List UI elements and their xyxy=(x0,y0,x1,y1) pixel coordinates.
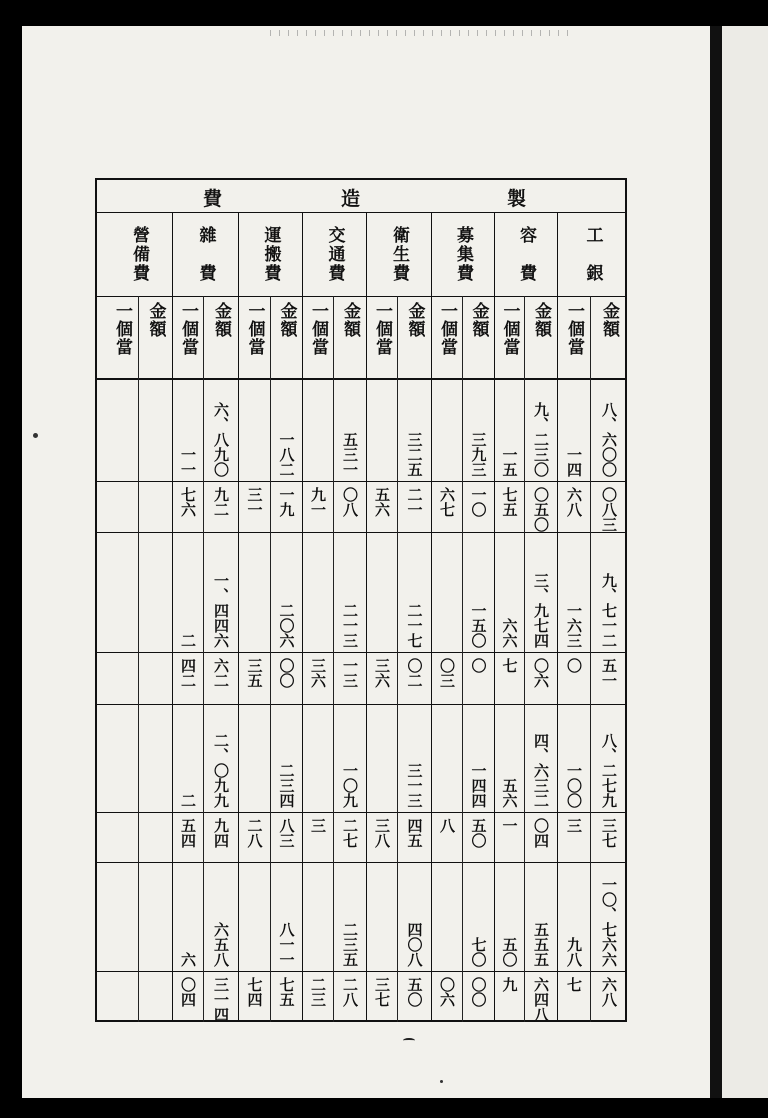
amount-value: 二三五 xyxy=(341,922,359,967)
category-header: 工 銀 xyxy=(582,225,603,283)
per-unit-fraction: 三 xyxy=(565,818,583,833)
amount-subheader: 金額 xyxy=(211,302,231,338)
amount-fraction: 三七 xyxy=(600,818,618,848)
amount-value: 四、六三二 xyxy=(532,733,550,808)
per-unit-value: 一四 xyxy=(565,447,583,477)
row-divider xyxy=(95,862,627,863)
amount-value: 二三四 xyxy=(277,763,296,808)
table-title-char: 費 xyxy=(203,188,223,210)
per-unit-subheader: 一個當 xyxy=(437,302,457,356)
row-mid-divider xyxy=(95,971,627,972)
book-spine xyxy=(710,26,722,1098)
per-unit-fraction: 六七 xyxy=(438,487,456,517)
amount-subheader: 金額 xyxy=(404,302,425,338)
per-unit-subheader: 一個當 xyxy=(178,302,198,356)
subcolumn-line xyxy=(397,296,398,1022)
amount-value: 一、四四六 xyxy=(212,573,230,648)
subcolumn-line xyxy=(270,296,271,1022)
amount-fraction: 〇八 xyxy=(341,487,359,517)
category-column-line xyxy=(557,212,558,1022)
amount-fraction: 一九 xyxy=(277,487,296,517)
category-header: 營備費 xyxy=(129,225,149,283)
category-header: 衛生費 xyxy=(389,225,409,283)
per-unit-fraction: 三 xyxy=(309,818,327,833)
amount-fraction: 〇〇 xyxy=(469,977,488,1007)
amount-fraction: 二七 xyxy=(341,818,359,848)
subcolumn-line xyxy=(462,296,463,1022)
amount-subheader: 金額 xyxy=(340,302,360,338)
amount-value: 三二五 xyxy=(405,432,424,477)
per-unit-subheader: 一個當 xyxy=(244,302,265,356)
amount-value: 一〇、七六六 xyxy=(600,877,618,967)
amount-value: 八一一 xyxy=(277,922,296,967)
amount-fraction: 八三 xyxy=(277,818,296,848)
category-column-line xyxy=(366,212,367,1022)
amount-fraction: 六八 xyxy=(600,977,618,1007)
per-unit-value: 一五 xyxy=(500,447,519,477)
per-unit-fraction: 七 xyxy=(565,977,583,992)
category-column-line xyxy=(431,212,432,1022)
category-header: 交通費 xyxy=(324,225,345,283)
amount-fraction: 三一四 xyxy=(212,977,230,1022)
amount-subheader: 金額 xyxy=(599,302,619,338)
per-unit-subheader: 一個當 xyxy=(499,302,520,356)
per-unit-fraction: 三六 xyxy=(373,658,391,688)
per-unit-fraction: 三七 xyxy=(373,977,391,1007)
ink-speck xyxy=(33,433,38,438)
amount-fraction: 二一 xyxy=(405,487,424,517)
subcolumn-line xyxy=(138,296,139,1022)
per-unit-value: 一〇〇 xyxy=(565,763,583,808)
per-unit-value: 二 xyxy=(179,793,197,808)
per-unit-subheader: 一個當 xyxy=(372,302,392,356)
scan-noise xyxy=(270,30,570,36)
amount-fraction: 六二 xyxy=(212,658,230,688)
amount-fraction: 九四 xyxy=(212,818,230,848)
amount-fraction: 七五 xyxy=(277,977,296,1007)
per-unit-value: 一一 xyxy=(179,447,197,477)
category-column-line xyxy=(238,212,239,1022)
per-unit-fraction: 三八 xyxy=(373,818,391,848)
amount-value: 三、九七四 xyxy=(532,573,550,648)
amount-value: 一〇九 xyxy=(341,763,359,808)
per-unit-fraction: 〇 xyxy=(565,658,583,673)
amount-value: 一五〇 xyxy=(469,603,488,648)
per-unit-fraction: 七五 xyxy=(500,487,519,517)
amount-fraction: 一三 xyxy=(341,658,359,688)
amount-value: 一八二 xyxy=(277,432,296,477)
per-unit-fraction: 五六 xyxy=(373,487,391,517)
amount-fraction: 五〇 xyxy=(405,977,424,1007)
ink-speck xyxy=(440,1080,443,1083)
per-unit-fraction: 五四 xyxy=(179,818,197,848)
amount-fraction: 〇四 xyxy=(532,818,550,848)
category-column-line xyxy=(172,212,173,1022)
per-unit-value: 一六三 xyxy=(565,603,583,648)
per-unit-fraction: 九一 xyxy=(309,487,327,517)
category-divider xyxy=(95,296,627,297)
amount-fraction: 〇五〇 xyxy=(532,487,550,532)
amount-value: 八、二七九 xyxy=(600,733,618,808)
amount-value: 二、〇九九 xyxy=(212,733,230,808)
table-title-char: 造 xyxy=(341,188,361,210)
per-unit-fraction: 一 xyxy=(500,818,519,833)
amount-value: 七〇 xyxy=(469,937,488,967)
amount-value: 一四四 xyxy=(469,763,488,808)
amount-fraction: 九二 xyxy=(212,487,230,517)
per-unit-value: 五六 xyxy=(500,778,519,808)
amount-value: 二一七 xyxy=(405,603,424,648)
category-header: 運搬費 xyxy=(260,225,281,283)
row-mid-divider xyxy=(95,652,627,653)
per-unit-fraction: 七六 xyxy=(179,487,197,517)
per-unit-subheader: 一個當 xyxy=(564,302,584,356)
category-header: 募集費 xyxy=(453,225,473,283)
subheader-divider xyxy=(95,378,627,380)
subcolumn-line xyxy=(524,296,525,1022)
amount-value: 三一三 xyxy=(405,763,424,808)
per-unit-fraction: 七 xyxy=(500,658,519,673)
per-unit-fraction: 七四 xyxy=(245,977,264,1007)
amount-fraction: 五一 xyxy=(600,658,618,688)
ink-speck xyxy=(403,1038,415,1043)
amount-fraction: 五〇 xyxy=(469,818,488,848)
row-divider xyxy=(95,532,627,533)
per-unit-fraction: 〇四 xyxy=(179,977,197,1007)
amount-fraction: 〇〇 xyxy=(277,658,296,688)
per-unit-fraction: 二八 xyxy=(245,818,264,848)
per-unit-fraction: 三五 xyxy=(245,658,264,688)
amount-value: 八、六〇〇 xyxy=(600,402,618,477)
amount-subheader: 金額 xyxy=(145,302,166,338)
amount-fraction: 〇 xyxy=(469,658,488,673)
amount-value: 二〇六 xyxy=(277,603,296,648)
amount-subheader: 金額 xyxy=(468,302,489,338)
per-unit-value: 五〇 xyxy=(500,937,519,967)
per-unit-fraction: 三一 xyxy=(245,487,264,517)
per-unit-fraction: 〇三 xyxy=(438,658,456,688)
title-divider xyxy=(95,212,627,213)
amount-subheader: 金額 xyxy=(531,302,551,338)
per-unit-fraction: 三六 xyxy=(309,658,327,688)
per-unit-fraction: 四二 xyxy=(179,658,197,688)
amount-value: 九、二三〇 xyxy=(532,402,550,477)
subcolumn-line xyxy=(333,296,334,1022)
amount-value: 九、七一二 xyxy=(600,573,618,648)
per-unit-value: 二 xyxy=(179,633,197,648)
category-header: 容 費 xyxy=(516,225,536,283)
category-column-line xyxy=(302,212,303,1022)
subcolumn-line xyxy=(203,296,204,1022)
amount-value: 四〇八 xyxy=(405,922,424,967)
per-unit-value: 六六 xyxy=(500,618,519,648)
category-header: 雜 費 xyxy=(195,225,216,283)
table-title-char: 製 xyxy=(507,188,527,210)
amount-fraction: 六四八 xyxy=(532,977,550,1022)
amount-value: 六、八九〇 xyxy=(212,402,230,477)
amount-fraction: 〇二 xyxy=(405,658,424,688)
per-unit-fraction: 九 xyxy=(500,977,519,992)
per-unit-fraction: 六八 xyxy=(565,487,583,517)
per-unit-fraction: 〇六 xyxy=(438,977,456,1007)
amount-value: 五五五 xyxy=(532,922,550,967)
row-mid-divider xyxy=(95,481,627,482)
per-unit-value: 六 xyxy=(179,952,197,967)
per-unit-subheader: 一個當 xyxy=(112,302,132,356)
amount-fraction: 一〇 xyxy=(469,487,488,517)
subcolumn-line xyxy=(590,296,591,1022)
facing-page xyxy=(722,26,768,1098)
category-column-line xyxy=(494,212,495,1022)
amount-value: 六五八 xyxy=(212,922,230,967)
amount-fraction: 二八 xyxy=(341,977,359,1007)
per-unit-fraction: 二三 xyxy=(309,977,327,1007)
per-unit-fraction: 八 xyxy=(438,818,456,833)
amount-value: 二一三 xyxy=(341,603,359,648)
amount-fraction: 四五 xyxy=(405,818,424,848)
per-unit-value: 九八 xyxy=(565,937,583,967)
row-divider xyxy=(95,704,627,705)
amount-subheader: 金額 xyxy=(276,302,297,338)
row-mid-divider xyxy=(95,812,627,813)
amount-fraction: 〇八三 xyxy=(600,487,618,532)
per-unit-subheader: 一個當 xyxy=(308,302,328,356)
amount-value: 五三一 xyxy=(341,432,359,477)
amount-value: 三九三 xyxy=(469,432,488,477)
amount-fraction: 〇六 xyxy=(532,658,550,688)
